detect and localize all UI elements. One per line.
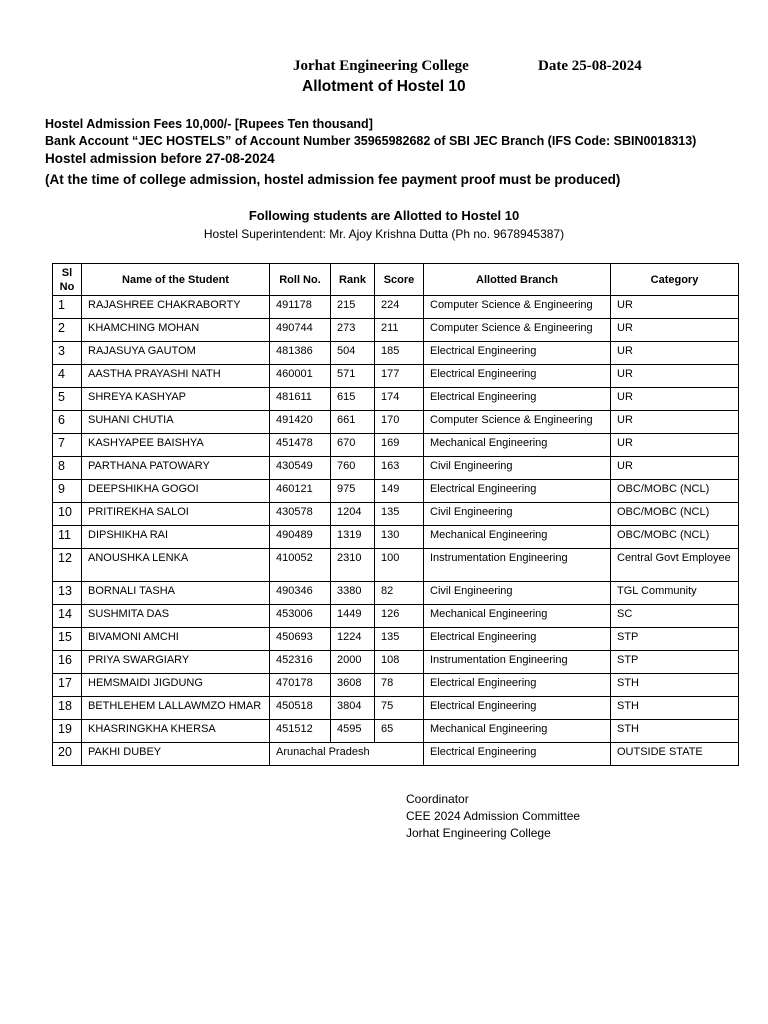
college-name: Jorhat Engineering College bbox=[293, 58, 469, 74]
cell-sl: 9 bbox=[53, 480, 82, 503]
cell-category: STH bbox=[611, 697, 739, 720]
header-sl-no: Sl No bbox=[53, 264, 82, 296]
cell-score: 130 bbox=[375, 526, 424, 549]
cell-rank: 571 bbox=[331, 365, 375, 388]
cell-roll: 450518 bbox=[270, 697, 331, 720]
cell-roll: 490489 bbox=[270, 526, 331, 549]
cell-category: STH bbox=[611, 720, 739, 743]
cell-score: 135 bbox=[375, 503, 424, 526]
cell-rank: 273 bbox=[331, 319, 375, 342]
bank-account-line: Bank Account “JEC HOSTELS” of Account Number 35965982682 of SBI JEC Branch (IFS Code: SBIN0018313) bbox=[45, 134, 697, 148]
cell-branch: Civil Engineering bbox=[424, 457, 611, 480]
cell-branch: Civil Engineering bbox=[424, 503, 611, 526]
cell-category: SC bbox=[611, 605, 739, 628]
table-row bbox=[53, 480, 739, 503]
cell-category: OBC/MOBC (NCL) bbox=[611, 503, 739, 526]
table-row bbox=[53, 503, 739, 526]
cell-rank: 615 bbox=[331, 388, 375, 411]
cell-roll: 470178 bbox=[270, 674, 331, 697]
cell-rank: 975 bbox=[331, 480, 375, 503]
cell-branch: Instrumentation Engineering bbox=[424, 549, 611, 582]
cell-name: SUHANI CHUTIA bbox=[82, 411, 270, 434]
cell-rank: 3608 bbox=[331, 674, 375, 697]
cell-rank: 4595 bbox=[331, 720, 375, 743]
cell-category: UR bbox=[611, 319, 739, 342]
cell-roll: 410052 bbox=[270, 549, 331, 582]
cell-roll: 460001 bbox=[270, 365, 331, 388]
cell-branch: Electrical Engineering bbox=[424, 342, 611, 365]
cell-sl: 1 bbox=[53, 296, 82, 319]
cell-name: RAJASUYA GAUTOM bbox=[82, 342, 270, 365]
cell-score: 82 bbox=[375, 582, 424, 605]
table-row bbox=[53, 651, 739, 674]
cell-name: SUSHMITA DAS bbox=[82, 605, 270, 628]
cell-category: STP bbox=[611, 651, 739, 674]
cell-name: PRIYA SWARGIARY bbox=[82, 651, 270, 674]
cell-roll: 490346 bbox=[270, 582, 331, 605]
cell-roll: 490744 bbox=[270, 319, 331, 342]
document-title: Allotment of Hostel 10 bbox=[302, 78, 466, 95]
cell-rank: 1204 bbox=[331, 503, 375, 526]
cell-branch: Mechanical Engineering bbox=[424, 605, 611, 628]
cell-category: UR bbox=[611, 296, 739, 319]
cell-sl: 12 bbox=[53, 549, 82, 582]
deadline-line: Hostel admission before 27-08-2024 bbox=[45, 151, 275, 166]
table-row bbox=[53, 582, 739, 605]
cell-name: KASHYAPEE BAISHYA bbox=[82, 434, 270, 457]
cell-score: 135 bbox=[375, 628, 424, 651]
cell-score: 211 bbox=[375, 319, 424, 342]
cell-sl: 16 bbox=[53, 651, 82, 674]
cell-sl: 17 bbox=[53, 674, 82, 697]
cell-rank: 661 bbox=[331, 411, 375, 434]
table-row bbox=[53, 296, 739, 319]
cell-rank: 1224 bbox=[331, 628, 375, 651]
cell-branch: Electrical Engineering bbox=[424, 365, 611, 388]
cell-sl: 11 bbox=[53, 526, 82, 549]
cell-score: 224 bbox=[375, 296, 424, 319]
cell-score: 126 bbox=[375, 605, 424, 628]
cell-category: OUTSIDE STATE bbox=[611, 743, 739, 766]
cell-sl: 6 bbox=[53, 411, 82, 434]
signature-block bbox=[406, 791, 580, 842]
table-row bbox=[53, 388, 739, 411]
cell-branch: Computer Science & Engineering bbox=[424, 319, 611, 342]
cell-sl: 2 bbox=[53, 319, 82, 342]
table-row bbox=[53, 365, 739, 388]
cell-score: 108 bbox=[375, 651, 424, 674]
cell-category: UR bbox=[611, 365, 739, 388]
cell-roll: 491178 bbox=[270, 296, 331, 319]
cell-branch: Electrical Engineering bbox=[424, 480, 611, 503]
cell-sl: 3 bbox=[53, 342, 82, 365]
cell-sl: 19 bbox=[53, 720, 82, 743]
cell-branch: Instrumentation Engineering bbox=[424, 651, 611, 674]
cell-category: UR bbox=[611, 434, 739, 457]
cell-score: 170 bbox=[375, 411, 424, 434]
cell-branch: Electrical Engineering bbox=[424, 674, 611, 697]
cell-score: 185 bbox=[375, 342, 424, 365]
cell-score: 65 bbox=[375, 720, 424, 743]
cell-name: SHREYA KASHYAP bbox=[82, 388, 270, 411]
cell-roll: 460121 bbox=[270, 480, 331, 503]
cell-name: PAKHI DUBEY bbox=[82, 743, 270, 766]
cell-category: TGL Community bbox=[611, 582, 739, 605]
cell-sl: 15 bbox=[53, 628, 82, 651]
header-roll: Roll No. bbox=[270, 264, 331, 296]
cell-name: HEMSMAIDI JIGDUNG bbox=[82, 674, 270, 697]
header-score: Score bbox=[375, 264, 424, 296]
cell-branch: Computer Science & Engineering bbox=[424, 411, 611, 434]
cell-branch: Computer Science & Engineering bbox=[424, 296, 611, 319]
cell-branch: Electrical Engineering bbox=[424, 743, 611, 766]
cell-rank: 2000 bbox=[331, 651, 375, 674]
cell-sl: 4 bbox=[53, 365, 82, 388]
cell-sl: 14 bbox=[53, 605, 82, 628]
cell-rank: 670 bbox=[331, 434, 375, 457]
cell-score: 177 bbox=[375, 365, 424, 388]
cell-category: UR bbox=[611, 388, 739, 411]
table-row bbox=[53, 697, 739, 720]
cell-sl: 13 bbox=[53, 582, 82, 605]
cell-sl: 7 bbox=[53, 434, 82, 457]
cell-score: 149 bbox=[375, 480, 424, 503]
cell-sl: 20 bbox=[53, 743, 82, 766]
cell-branch: Electrical Engineering bbox=[424, 697, 611, 720]
table-row bbox=[53, 743, 739, 766]
signature-college: Jorhat Engineering College bbox=[406, 826, 551, 840]
cell-name: BETHLEHEM LALLAWMZO HMAR bbox=[82, 697, 270, 720]
cell-roll: 430549 bbox=[270, 457, 331, 480]
cell-category: UR bbox=[611, 457, 739, 480]
cell-roll: 451478 bbox=[270, 434, 331, 457]
fees-line: Hostel Admission Fees 10,000/- [Rupees Ten thousand] bbox=[45, 117, 373, 131]
table-header-row bbox=[53, 264, 739, 296]
cell-name: DIPSHIKHA RAI bbox=[82, 526, 270, 549]
table-row bbox=[53, 628, 739, 651]
cell-name: BIVAMONI AMCHI bbox=[82, 628, 270, 651]
signature-role: Coordinator bbox=[406, 792, 469, 806]
cell-name: KHASRINGKHA KHERSA bbox=[82, 720, 270, 743]
cell-rank: 504 bbox=[331, 342, 375, 365]
cell-branch: Mechanical Engineering bbox=[424, 720, 611, 743]
table-row bbox=[53, 342, 739, 365]
cell-branch: Civil Engineering bbox=[424, 582, 611, 605]
table-row bbox=[53, 526, 739, 549]
superintendent-line: Hostel Superintendent: Mr. Ajoy Krishna Dutta (Ph no. 9678945387) bbox=[203, 227, 565, 241]
cell-name: AASTHA PRAYASHI NATH bbox=[82, 365, 270, 388]
cell-name: PRITIREKHA SALOI bbox=[82, 503, 270, 526]
cell-sl: 18 bbox=[53, 697, 82, 720]
cell-name: KHAMCHING MOHAN bbox=[82, 319, 270, 342]
document-date: Date 25-08-2024 bbox=[538, 58, 642, 74]
header-category: Category bbox=[611, 264, 739, 296]
cell-rank: 215 bbox=[331, 296, 375, 319]
cell-category: UR bbox=[611, 411, 739, 434]
payment-proof-note: (At the time of college admission, hostel admission fee payment proof must be produced) bbox=[45, 172, 621, 187]
table-row bbox=[53, 605, 739, 628]
cell-roll: 450693 bbox=[270, 628, 331, 651]
cell-score: 78 bbox=[375, 674, 424, 697]
cell-rank: 3804 bbox=[331, 697, 375, 720]
signature-committee: CEE 2024 Admission Committee bbox=[406, 809, 581, 823]
table-row bbox=[53, 549, 739, 582]
table-row bbox=[53, 720, 739, 743]
cell-category: STP bbox=[611, 628, 739, 651]
cell-roll: 491420 bbox=[270, 411, 331, 434]
cell-rank: 760 bbox=[331, 457, 375, 480]
cell-branch: Mechanical Engineering bbox=[424, 434, 611, 457]
cell-category: STH bbox=[611, 674, 739, 697]
cell-category: OBC/MOBC (NCL) bbox=[611, 526, 739, 549]
cell-sl: 5 bbox=[53, 388, 82, 411]
section-title: Following students are Allotted to Hostel 10 bbox=[248, 208, 520, 223]
cell-category: UR bbox=[611, 342, 739, 365]
cell-rank: 2310 bbox=[331, 549, 375, 582]
header-name: Name of the Student bbox=[82, 264, 270, 296]
cell-score: 100 bbox=[375, 549, 424, 582]
table-row bbox=[53, 411, 739, 434]
cell-state: Arunachal Pradesh bbox=[270, 743, 424, 766]
cell-roll: 481386 bbox=[270, 342, 331, 365]
cell-name: DEEPSHIKHA GOGOI bbox=[82, 480, 270, 503]
cell-sl: 10 bbox=[53, 503, 82, 526]
cell-score: 163 bbox=[375, 457, 424, 480]
cell-category: OBC/MOBC (NCL) bbox=[611, 480, 739, 503]
cell-roll: 430578 bbox=[270, 503, 331, 526]
cell-branch: Electrical Engineering bbox=[424, 628, 611, 651]
cell-score: 169 bbox=[375, 434, 424, 457]
cell-roll: 453006 bbox=[270, 605, 331, 628]
table-row bbox=[53, 434, 739, 457]
cell-branch: Electrical Engineering bbox=[424, 388, 611, 411]
cell-rank: 3380 bbox=[331, 582, 375, 605]
header-rank: Rank bbox=[331, 264, 375, 296]
cell-roll: 451512 bbox=[270, 720, 331, 743]
cell-rank: 1449 bbox=[331, 605, 375, 628]
cell-sl: 8 bbox=[53, 457, 82, 480]
cell-score: 75 bbox=[375, 697, 424, 720]
cell-category: Central Govt Employee bbox=[611, 549, 739, 582]
cell-rank: 1319 bbox=[331, 526, 375, 549]
cell-name: ANOUSHKA LENKA bbox=[82, 549, 270, 582]
table-row bbox=[53, 319, 739, 342]
header-branch: Allotted Branch bbox=[424, 264, 611, 296]
allotment-table bbox=[52, 263, 739, 766]
table-row bbox=[53, 674, 739, 697]
cell-name: PARTHANA PATOWARY bbox=[82, 457, 270, 480]
cell-score: 174 bbox=[375, 388, 424, 411]
cell-name: BORNALI TASHA bbox=[82, 582, 270, 605]
cell-name: RAJASHREE CHAKRABORTY bbox=[82, 296, 270, 319]
cell-roll: 481611 bbox=[270, 388, 331, 411]
cell-roll: 452316 bbox=[270, 651, 331, 674]
table-row bbox=[53, 457, 739, 480]
cell-branch: Mechanical Engineering bbox=[424, 526, 611, 549]
